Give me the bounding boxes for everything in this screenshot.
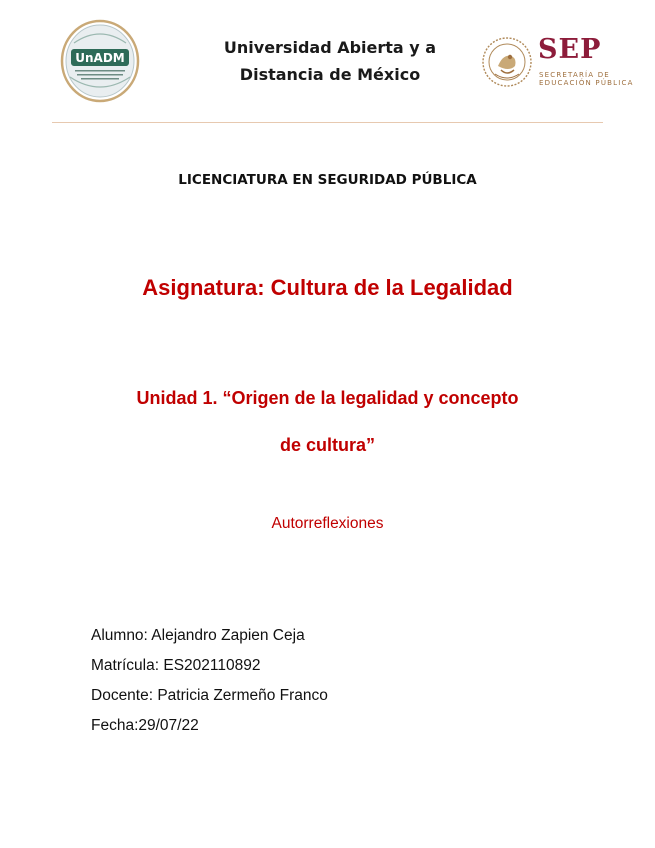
header-divider: [52, 122, 603, 123]
sep-logo: [481, 36, 651, 92]
sep-subtitle-line-2: EDUCACIÓN PÚBLICA: [539, 79, 634, 87]
svg-text:UnADM: UnADM: [75, 51, 125, 65]
unit-title-line-2: de cultura”: [279, 435, 376, 455]
degree-title: LICENCIATURA EN SEGURIDAD PÚBLICA: [178, 172, 477, 188]
student-id: Matrícula: ES202110892: [91, 657, 261, 674]
university-name-line-2: Distancia de México: [239, 65, 421, 84]
teacher-name: Docente: Patricia Zermeño Franco: [91, 687, 328, 704]
unit-title: [80, 375, 575, 469]
student-info: [91, 621, 328, 741]
sep-seal-icon: [481, 36, 533, 88]
activity-title: Autorreflexiones: [271, 515, 384, 532]
sep-wordmark: SEP: [538, 34, 602, 65]
date: Fecha:29/07/22: [91, 717, 199, 734]
unit-title-line-1: Unidad 1. “Origen de la legalidad y concepto: [136, 388, 519, 408]
subject-title: Asignatura: Cultura de la Legalidad: [142, 275, 513, 300]
unadm-logo-icon: [60, 19, 140, 103]
university-name: [190, 34, 470, 88]
student-name: Alumno: Alejandro Zapien Ceja: [91, 627, 305, 644]
sep-subtitle-line-1: SECRETARÍA DE: [539, 71, 610, 79]
sep-subtitle: [539, 71, 634, 87]
unadm-logo: [60, 19, 140, 103]
university-name-line-1: Universidad Abierta y a: [223, 38, 437, 57]
